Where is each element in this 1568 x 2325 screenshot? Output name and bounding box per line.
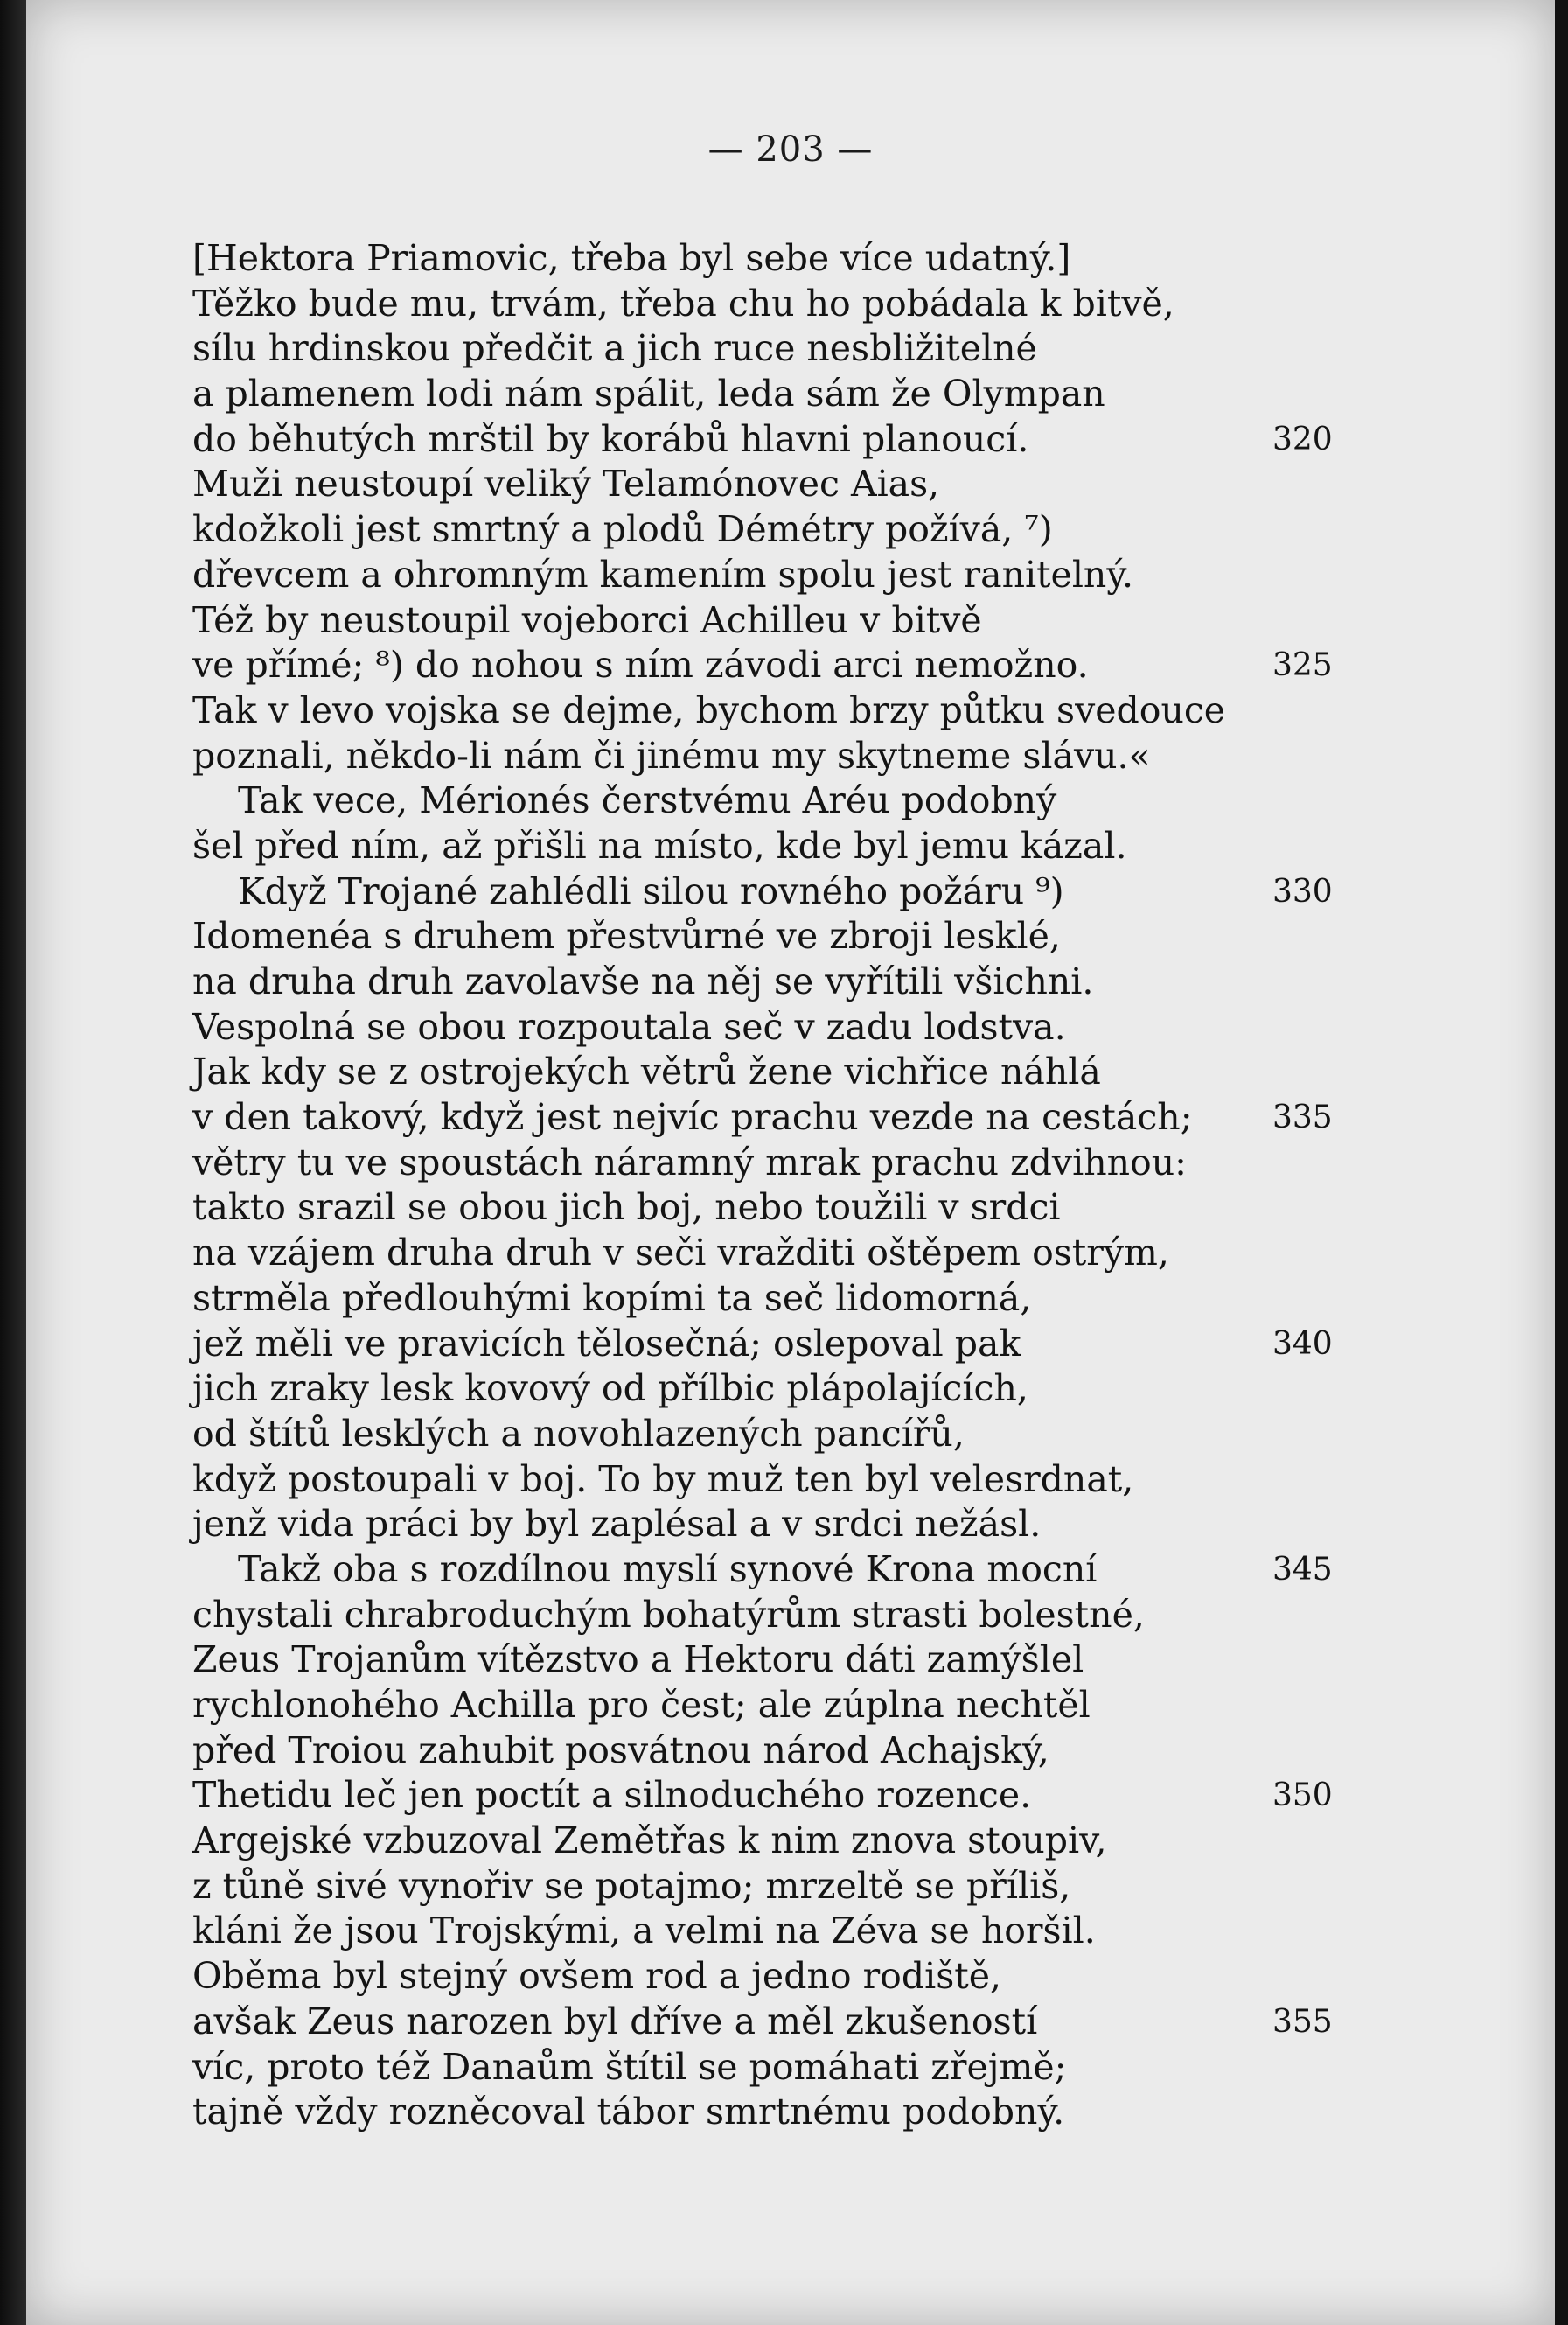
verse-text: rychlonohého Achilla pro čest; ale zúplna nechtěl <box>192 1684 1091 1726</box>
verse-text: a plamenem lodi nám spálit, leda sám že Olympan <box>192 373 1105 415</box>
verse-line <box>192 1637 1382 1683</box>
verse-text: víc, proto též Danaům štítil se pomáhati zřejmě; <box>192 2045 1067 2088</box>
verse-text: Idomenéa s druhem přestvůrné ve zbroji lesklé, <box>192 915 1061 958</box>
verse-text: před Troiou zahubit posvátnou národ Achajský, <box>192 1728 1049 1771</box>
page-edge-right <box>1555 0 1568 2325</box>
verse-text: Takž oba s rozdílnou myslí synové Krona mocní <box>238 1547 1098 1590</box>
verse-line <box>192 688 1382 734</box>
verse-text: od štítů lesklých a novohlazených pancířů, <box>192 1412 965 1455</box>
verse-line <box>192 1095 1382 1141</box>
book-page <box>26 0 1555 2325</box>
verse-text: Oběma byl stejný ovšem rod a jedno rodiště, <box>192 1955 1002 1998</box>
verse-line <box>192 1141 1382 1186</box>
verse-line <box>192 282 1382 327</box>
verse-line <box>192 2000 1382 2045</box>
verse-line <box>192 1050 1382 1095</box>
verse-text: sílu hrdinskou předčit a jich ruce nesbližitelné <box>192 327 1037 370</box>
verse-text: Těžko bude mu, trvám, třeba chu ho pobádala k bitvě, <box>192 282 1174 325</box>
verse-line <box>192 869 1382 915</box>
verse-line-number: 340 <box>1272 1325 1333 1362</box>
verse-line <box>192 1457 1382 1503</box>
verse-text: Když Trojané zahlédli silou rovného požáru ⁹) <box>238 869 1064 912</box>
verse-text: tajně vždy rozněcoval tábor smrtnému podobný. <box>192 2091 1065 2133</box>
verse-line-number: 335 <box>1272 1100 1333 1136</box>
verse-line <box>192 1005 1382 1051</box>
verse-text: z tůně sivé vynořiv se potajmo; mrzeltě se příliš, <box>192 1864 1071 1907</box>
verse-text: na vzájem druha druh v seči vražditi oštěpem ostrým, <box>192 1232 1169 1274</box>
verse-line <box>192 372 1382 417</box>
verse-text: jich zraky lesk kovový od přílbic plápolajících, <box>192 1367 1028 1410</box>
verse-line <box>192 2090 1382 2135</box>
verse-line <box>192 1412 1382 1457</box>
verse-line <box>192 1909 1382 1954</box>
verse-line <box>192 1366 1382 1412</box>
verse-text: avšak Zeus narozen byl dříve a měl zkušeností <box>192 2000 1038 2042</box>
verse-line <box>192 643 1382 688</box>
page-edge-left <box>0 0 26 2325</box>
verse-text: kdožkoli jest smrtný a plodů Démétry požívá, ⁷) <box>192 508 1053 551</box>
verse-line <box>192 417 1382 463</box>
verse-line-number: 320 <box>1272 421 1333 457</box>
verse-text: strměla předlouhými kopími ta seč lidomorná, <box>192 1276 1032 1319</box>
verse-line-number: 330 <box>1272 873 1333 910</box>
verse-text: Argejské vzbuzoval Zemětřas k nim znova stoupiv, <box>192 1819 1107 1862</box>
verse-line <box>192 326 1382 372</box>
verse-text: kláni že jsou Trojskými, a velmi na Zéva se horšil. <box>192 1910 1096 1952</box>
verse-text: Vespolná se obou rozpoutala seč v zadu lodstva. <box>192 1005 1066 1048</box>
verse-line <box>192 1502 1382 1547</box>
verse-line-number: 350 <box>1272 1777 1333 1814</box>
verse-line <box>192 1547 1382 1593</box>
verse-line <box>192 1322 1382 1367</box>
verse-line <box>192 236 1382 282</box>
verse-text: poznali, někdo-li nám či jinému my skytneme slávu.« <box>192 734 1151 777</box>
verse-text: v den takový, když jest nejvíc prachu vezde na cestách; <box>192 1096 1193 1139</box>
verse-text: Tak v levo vojska se dejme, bychom brzy půtku svedouce <box>192 688 1226 731</box>
verse-line <box>192 824 1382 869</box>
verse-line <box>192 914 1382 960</box>
verse-line-number: 355 <box>1272 2003 1333 2040</box>
verse-text: takto srazil se obou jich boj, nebo toužili v srdci <box>192 1186 1061 1229</box>
verse-text: na druha druh zavolavše na něj se vyřítili všichni. <box>192 960 1094 1002</box>
verse-text: Thetidu leč jen poctít a silnoduchého rozence. <box>192 1774 1032 1817</box>
verse-line <box>192 1728 1382 1774</box>
verse-line <box>192 1276 1382 1322</box>
verse-text: do běhutých mrštil by korábů hlavni planoucí. <box>192 417 1029 460</box>
verse-text: jenž vida práci by byl zaplésal a v srdci nežásl. <box>192 1503 1042 1546</box>
verse-line <box>192 1185 1382 1231</box>
verse-line-number: 345 <box>1272 1551 1333 1588</box>
verse-text: dřevcem a ohromným kamením spolu jest ranitelný. <box>192 553 1134 596</box>
verse-text: když postoupali v boj. To by muž ten byl velesrdnat, <box>192 1457 1134 1500</box>
verse-text: [Hektora Priamovic, třeba byl sebe více udatný.] <box>192 237 1071 279</box>
verse-line <box>192 1773 1382 1819</box>
verse-text: Muži neustoupí veliký Telamónovec Aias, <box>192 463 940 506</box>
verse-line <box>192 1864 1382 1910</box>
verse-line <box>192 734 1382 779</box>
verse-line <box>192 553 1382 598</box>
verse-text: šel před ním, až přišli na místo, kde byl jemu kázal. <box>192 824 1127 867</box>
verse-line <box>192 1683 1382 1728</box>
verse-text: Zeus Trojanům vítězstvo a Hektoru dáti zamýšlel <box>192 1638 1084 1681</box>
verse-text: větry tu ve spoustách náramný mrak prachu zdvihnou: <box>192 1141 1187 1183</box>
verse-line <box>192 960 1382 1005</box>
page-number: — 203 — <box>707 129 874 170</box>
verse-line <box>192 1954 1382 2000</box>
verse-line-number: 325 <box>1272 647 1333 684</box>
verse-line <box>192 1231 1382 1276</box>
poem-text <box>192 236 1382 2135</box>
verse-line <box>192 1819 1382 1864</box>
verse-text: Tak vece, Mérionés čerstvému Aréu podobný <box>238 779 1057 822</box>
verse-line <box>192 462 1382 507</box>
verse-text: jež měli ve pravicích tělosečná; oslepoval pak <box>192 1322 1021 1365</box>
verse-line <box>192 1593 1382 1638</box>
verse-text: Též by neustoupil vojeborci Achilleu v bitvě <box>192 598 982 641</box>
verse-text: chystali chrabroduchým bohatýrům strasti bolestné, <box>192 1593 1145 1636</box>
verse-line <box>192 778 1382 824</box>
verse-text: ve přímé; ⁸) do nohou s ním závodi arci nemožno. <box>192 644 1089 687</box>
verse-line <box>192 598 1382 644</box>
verse-line <box>192 2045 1382 2091</box>
verse-line <box>192 507 1382 553</box>
verse-text: Jak kdy se z ostrojekých větrů žene vichřice náhlá <box>192 1051 1101 1093</box>
